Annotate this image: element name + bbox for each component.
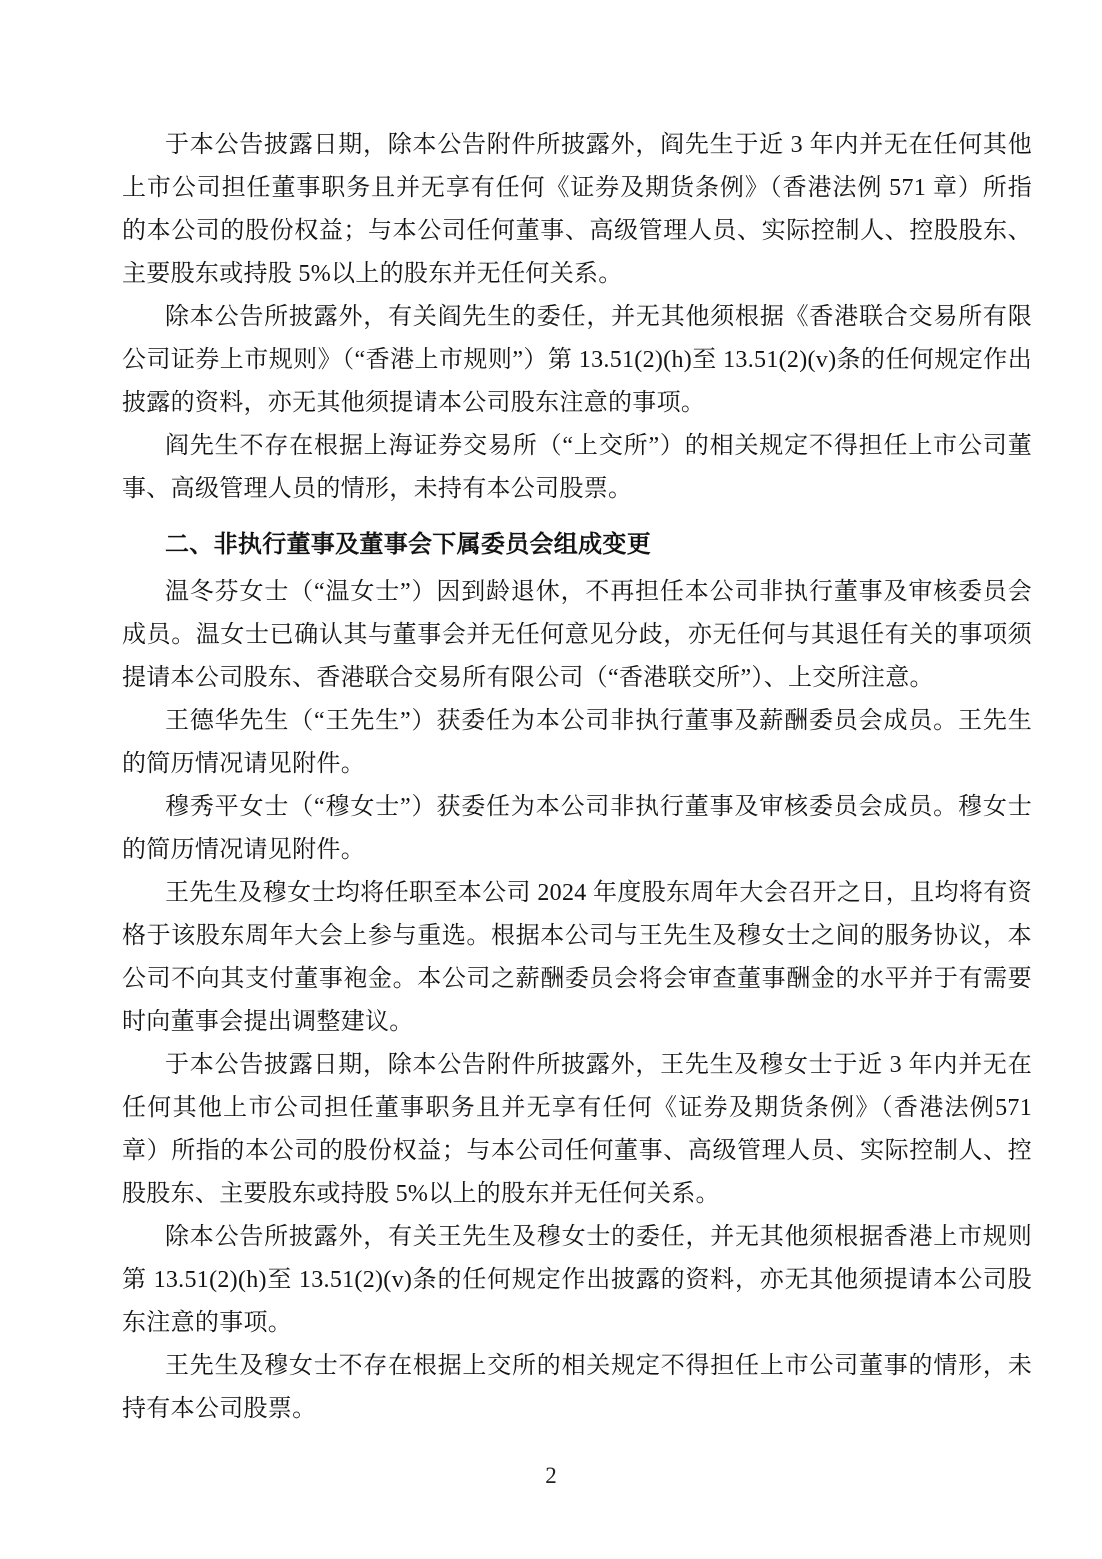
paragraph-term-and-remuneration: 王先生及穆女士均将任职至本公司 2024 年度股东周年大会召开之日，且均将有资格于该股东周年大会上参与重选。根据本公司与王先生及穆女士之间的服务协议，本公司不向其支付董事袍金。本公司之薪酬委员会将会审查董事酬金的水平并于有需要时向董事会提出调整建议。 [122,880,1032,1035]
paragraph-wang-mu-no-other-disclosure: 除本公告所披露外，有关王先生及穆女士的委任，并无其他须根据香港上市规则第 13.51(2)(h)至 13.51(2)(v)条的任何规定作出披露的资料，亦无其他须提请本公司股东注意的事项。 [122,1224,1032,1336]
paragraph-wang-mu-sse-compliance: 王先生及穆女士不存在根据上交所的相关规定不得担任上市公司董事的情形，未持有本公司股票。 [122,1353,1032,1422]
paragraph-wang-mu-no-other-directorships: 于本公告披露日期，除本公告附件所披露外，王先生及穆女士于近 3 年内并无在任何其他上市公司担任董事职务且并无享有任何《证券及期货条例》（香港法例571章）所指的本公司的股份权益；与本公司任何董事、高级管理人员、实际控制人、控股股东、主要股东或持股 5%以上的股东并无任何关系。 [122,1052,1032,1207]
paragraph-yan-sse-compliance: 阎先生不存在根据上海证券交易所（“上交所”）的相关规定不得担任上市公司董事、高级管理人员的情形，未持有本公司股票。 [122,433,1032,502]
document-body [122,124,1032,1431]
paragraph-wen-retirement: 温冬芬女士（“温女士”）因到龄退休，不再担任本公司非执行董事及审核委员会成员。温女士已确认其与董事会并无任何意见分歧，亦无任何与其退任有关的事项须提请本公司股东、香港联合交易所有限公司（“香港联交所”）、上交所注意。 [122,579,1032,691]
paragraph-yan-no-other-directorships: 于本公告披露日期，除本公告附件所披露外，阎先生于近 3 年内并无在任何其他上市公司担任董事职务且并无享有任何《证券及期货条例》（香港法例 571 章）所指的本公司的股份权益；与本公司任何董事、高级管理人员、实际控制人、控股股东、主要股东或持股 5%以上的股东并无任何关系。 [122,132,1032,287]
paragraph-mu-appointment: 穆秀平女士（“穆女士”）获委任为本公司非执行董事及审核委员会成员。穆女士的简历情况请见附件。 [122,794,1032,863]
paragraph-yan-no-other-disclosure: 除本公告所披露外，有关阎先生的委任，并无其他须根据《香港联合交易所有限公司证券上市规则》（“香港上市规则”）第 13.51(2)(h)至 13.51(2)(v)条的任何规定作出披露的资料，亦无其他须提请本公司股东注意的事项。 [122,304,1032,416]
section-heading-non-executive-directors: 二、非执行董事及董事会下属委员会组成变更 [165,532,651,558]
paragraph-wang-appointment: 王德华先生（“王先生”）获委任为本公司非执行董事及薪酬委员会成员。王先生的简历情况请见附件。 [122,708,1032,777]
page-number: 2 [545,1463,557,1488]
